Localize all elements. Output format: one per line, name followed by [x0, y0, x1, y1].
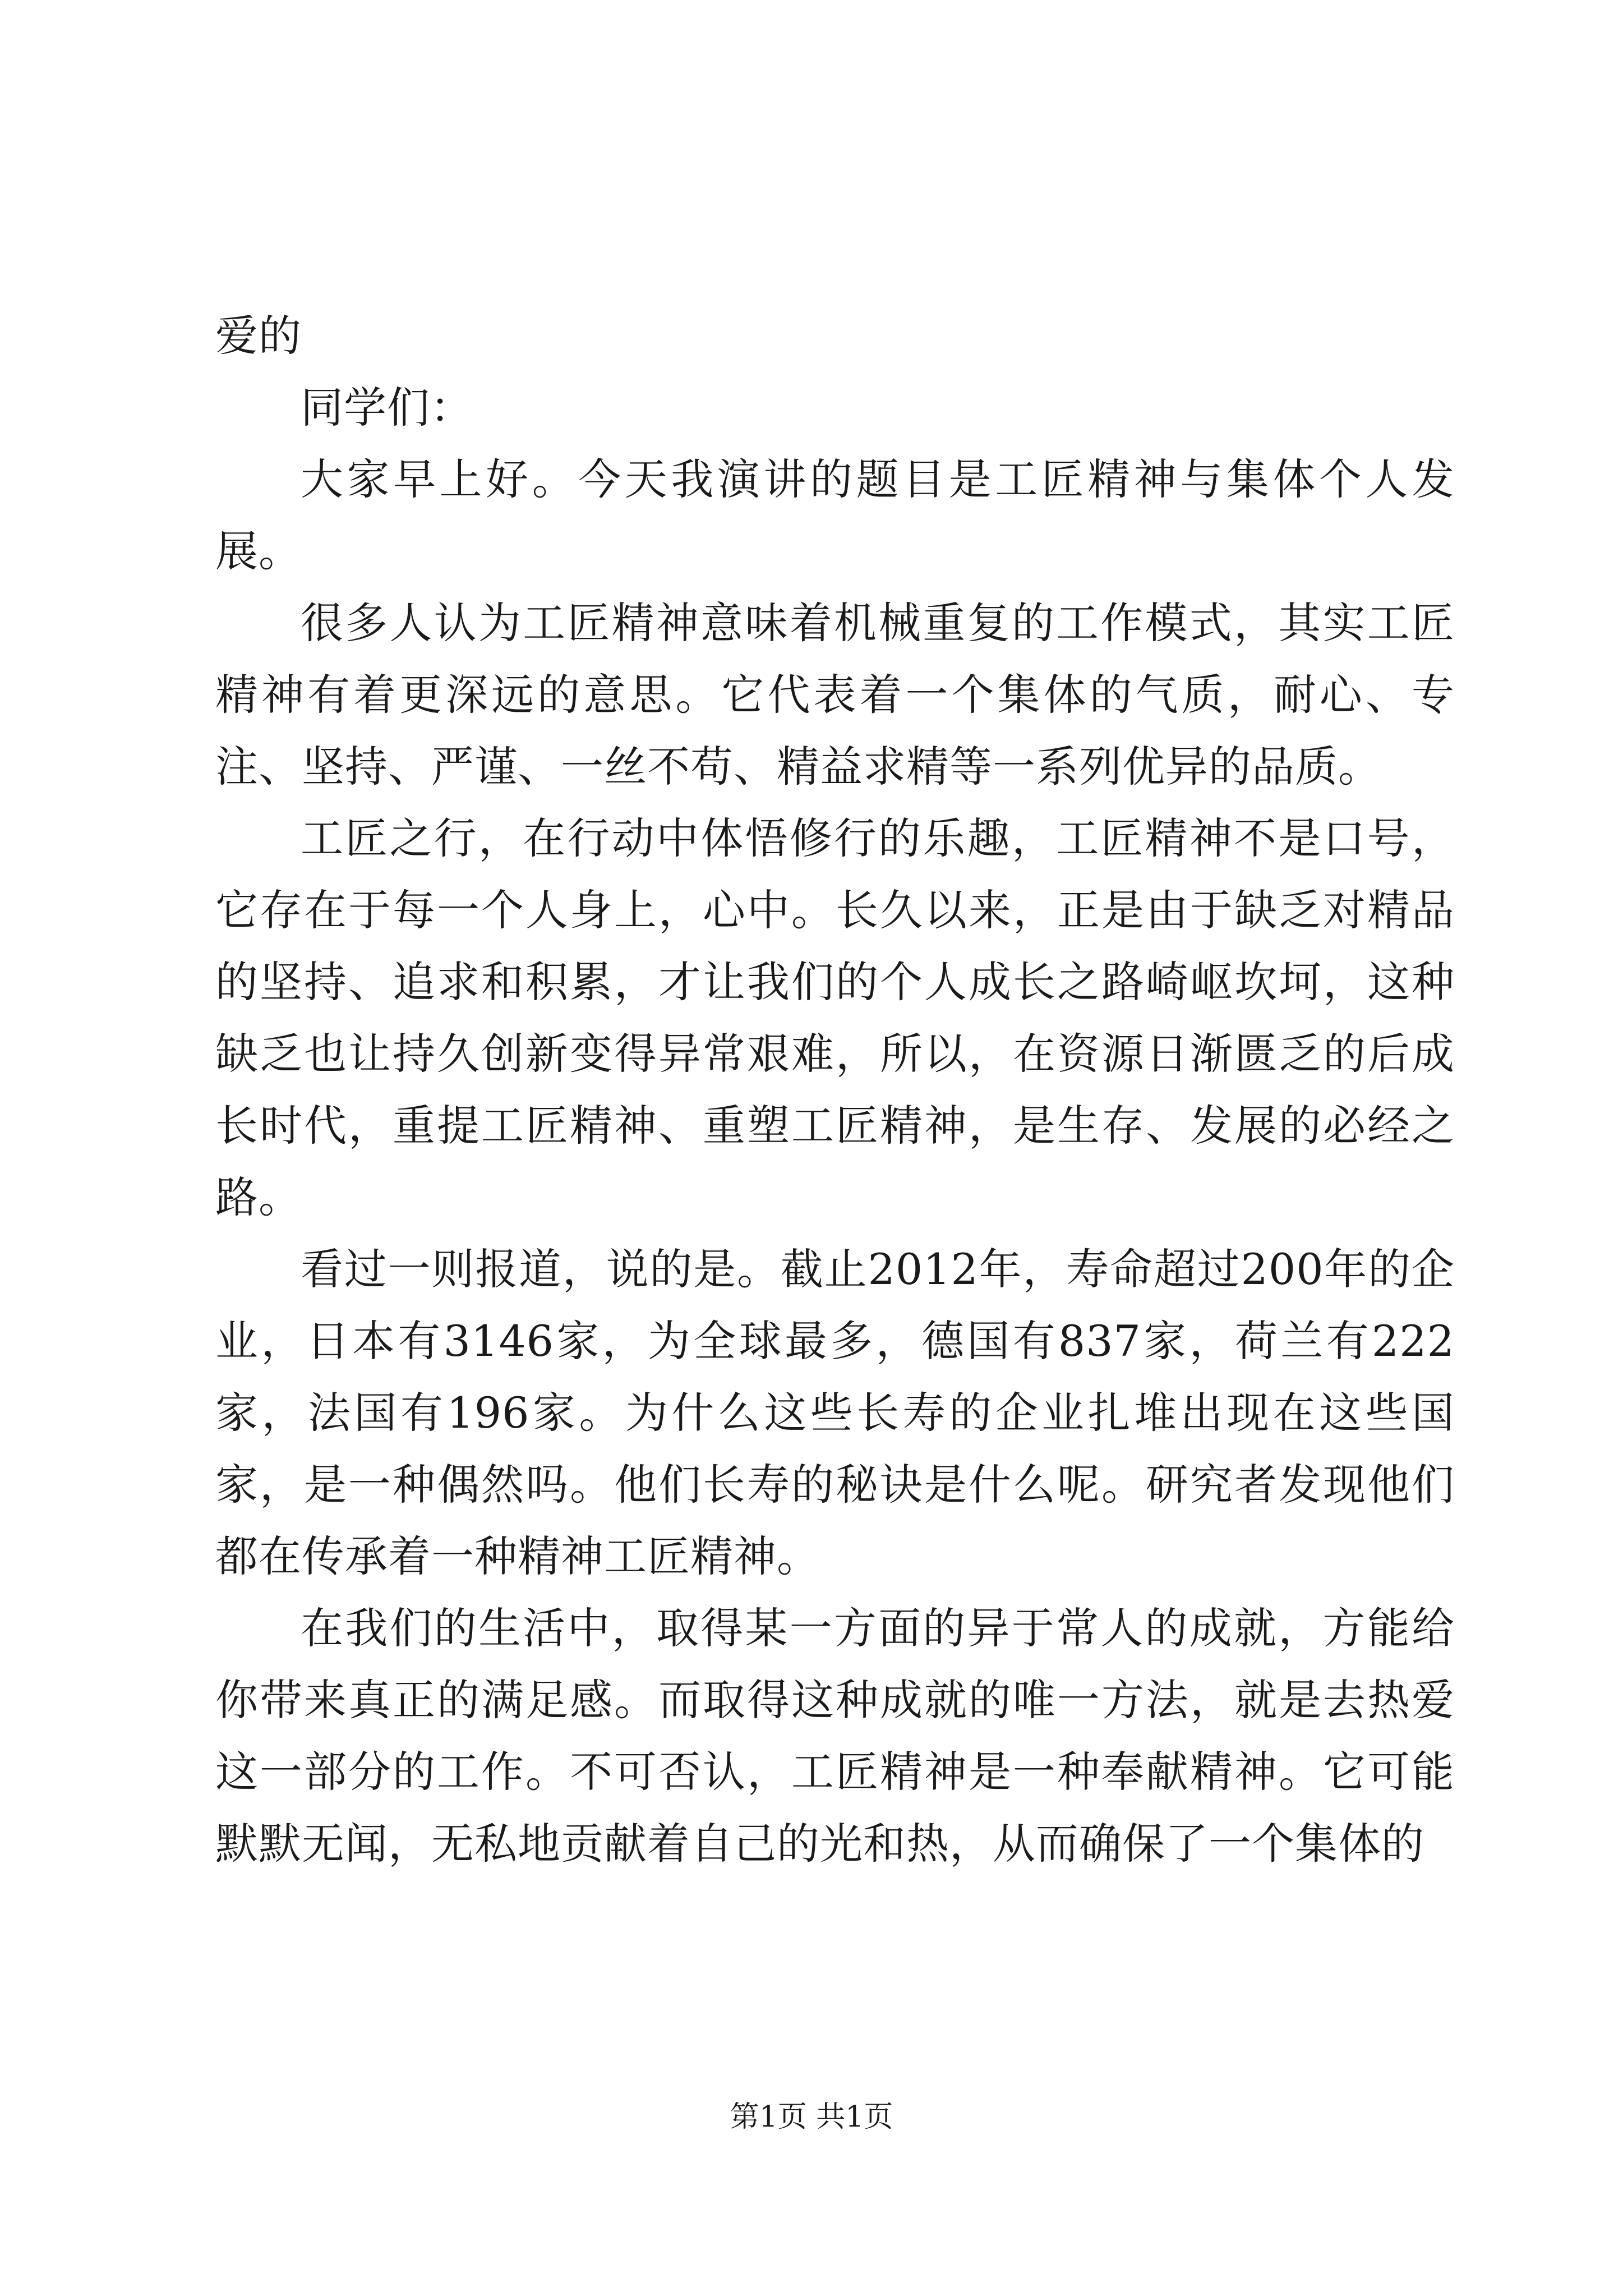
paragraph-report: 看过一则报道，说的是。截止2012年，寿命超过200年的企业，日本有3146家，为全球最多，德国有837家，荷兰有222家，法国有196家。为什么这些长寿的企业扎堆出现在这些国家，是一种偶然吗。他们长寿的秘诀是什么呢。研究者发现他们都在传承着一种精神工匠精神。 [215, 1244, 1455, 1581]
paragraph-dedication: 在我们的生活中，取得某一方面的异于常人的成就，方能给你带来真正的满足感。而取得这种成就的唯一方法，就是去热爱这一部分的工作。不可否认，工匠精神是一种奉献精神。它可能默默无闻，无私地贡献着自己的光和热，从而确保了一个集体的 [215, 1603, 1455, 1869]
paragraph-meaning: 很多人认为工匠精神意味着机械重复的工作模式，其实工匠精神有着更深远的意思。它代表着一个集体的气质，耐心、专注、坚持、严谨、一丝不苟、精益求精等一系列优异的品质。 [215, 598, 1455, 792]
paragraph-salutation-fragment: 爱的 [215, 311, 302, 361]
paragraph-salutation: 同学们： [301, 383, 473, 432]
page-footer: 第1页 共1页 [730, 2100, 893, 2134]
document-body [215, 300, 1455, 1880]
paragraph-practice: 工匠之行，在行动中体悟修行的乐趣，工匠精神不是口号，它存在于每一个人身上，心中。长久以来，正是由于缺乏对精品的坚持、追求和积累，才让我们的个人成长之路崎岖坎坷，这种缺乏也让持久创新变得异常艰难，所以，在资源日渐匮乏的后成长时代，重提工匠精神、重塑工匠精神，是生存、发展的必经之路。 [215, 813, 1455, 1222]
paragraph-greeting: 大家早上好。今天我演讲的题目是工匠精神与集体个人发展。 [215, 454, 1455, 576]
